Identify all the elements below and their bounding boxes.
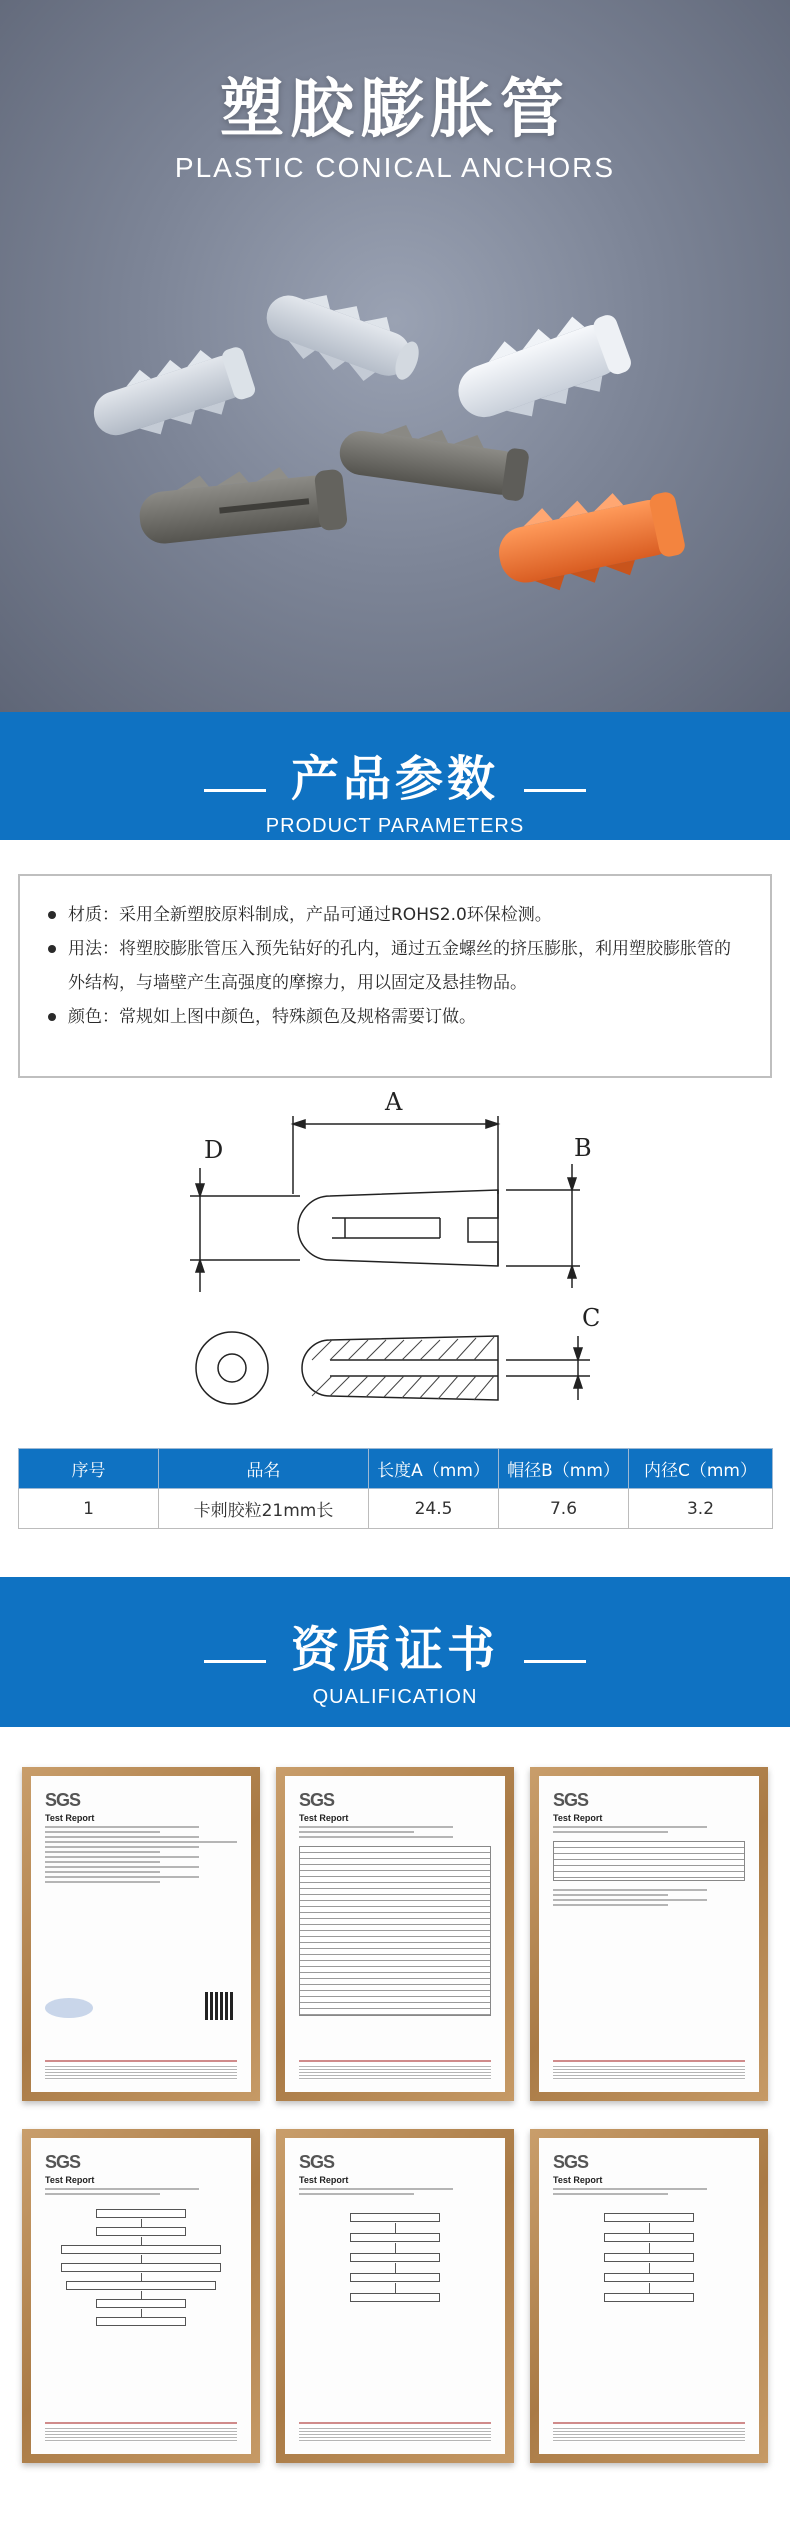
description-usage: 用法：将塑胶膨胀管压入预先钻好的孔内，通过五金螺丝的挤压膨胀，利用塑胶膨胀管的外结构，与墙壁产生高强度的摩擦力，用以固定及悬挂物品。 — [44, 932, 746, 1000]
col-header-index: 序号 — [19, 1449, 159, 1489]
hero-section — [0, 0, 790, 712]
certificate-page — [31, 1776, 251, 2092]
dimension-label-c: C — [582, 1304, 601, 1332]
spec-table — [18, 1448, 773, 1529]
sgs-logo: SGS — [45, 2152, 81, 2172]
report-title: Test Report — [553, 2175, 603, 2185]
anchor-translucent — [256, 278, 428, 396]
dimension-label-a: A — [385, 1088, 403, 1116]
product-parameters-banner — [0, 712, 790, 840]
description-color: 颜色：常规如上图中颜色，特殊颜色及规格需要订做。 — [44, 1000, 746, 1034]
cell-inner-diameter: 3.2 — [629, 1489, 773, 1529]
section-title: 资质证书 — [290, 1622, 499, 1678]
col-header-length: 长度A（mm） — [369, 1449, 499, 1489]
certificate-frame[interactable] — [276, 2129, 514, 2463]
anchor-white — [446, 303, 637, 438]
description-box — [18, 874, 772, 1078]
cell-index: 1 — [19, 1489, 159, 1529]
certificate-frame[interactable] — [530, 2129, 768, 2463]
stamp-icon — [45, 1998, 93, 2018]
qualification-banner — [0, 1577, 790, 1727]
certificate-page — [539, 2138, 759, 2454]
dimension-label-d: D — [204, 1136, 224, 1164]
certificates-section — [0, 1727, 790, 2486]
banner-left-rule — [204, 1660, 266, 1663]
col-header-inner-diameter: 内径C（mm） — [629, 1449, 773, 1489]
report-title: Test Report — [45, 2175, 95, 2185]
sgs-logo: SGS — [45, 1790, 81, 1810]
table-row — [19, 1489, 773, 1529]
certificate-frame[interactable] — [22, 2129, 260, 2463]
banner-right-rule — [524, 789, 586, 792]
col-header-cap-diameter: 帽径B（mm） — [499, 1449, 629, 1489]
cell-name: 卡刺胶粒21mm长 — [159, 1489, 369, 1529]
banner-right-rule — [524, 1660, 586, 1663]
certificate-page — [285, 2138, 505, 2454]
section-subtitle: PRODUCT PARAMETERS — [265, 815, 525, 837]
report-title: Test Report — [553, 1813, 603, 1823]
anchor-grey-left — [136, 461, 348, 550]
anchor-grey — [336, 416, 531, 502]
dimension-diagram — [0, 1078, 790, 1448]
hero-subtitle: PLASTIC CONICAL ANCHORS — [174, 152, 616, 183]
certificate-frame[interactable] — [276, 1767, 514, 2101]
anchor-translucent-left — [84, 338, 259, 453]
cell-cap-diameter: 7.6 — [499, 1489, 629, 1529]
spec-table-section — [0, 1448, 790, 1529]
col-header-name: 品名 — [159, 1449, 369, 1489]
description-material: 材质：采用全新塑胶原料制成，产品可通过ROHS2.0环保检测。 — [44, 898, 746, 932]
certificate-page — [285, 1776, 505, 2092]
certificate-frame[interactable] — [22, 1767, 260, 2101]
sgs-logo: SGS — [553, 1790, 589, 1810]
description-section — [0, 840, 790, 1078]
sgs-logo: SGS — [553, 2152, 589, 2172]
sgs-logo: SGS — [299, 2152, 335, 2172]
qr-code-icon — [205, 1992, 233, 2020]
report-title: Test Report — [299, 2175, 349, 2185]
table-header-row — [19, 1449, 773, 1489]
certificate-frame[interactable] — [530, 1767, 768, 2101]
certificate-page — [31, 2138, 251, 2454]
section-title: 产品参数 — [290, 751, 499, 807]
hero-title: 塑胶膨胀管 — [220, 73, 570, 147]
certificate-page — [539, 1776, 759, 2092]
anchor-drawing — [0, 1078, 790, 1448]
dimension-label-b: B — [574, 1134, 592, 1162]
banner-left-rule — [204, 789, 266, 792]
report-title: Test Report — [45, 1813, 95, 1823]
report-title: Test Report — [299, 1813, 349, 1823]
sgs-logo: SGS — [299, 1790, 335, 1810]
section-subtitle: QUALIFICATION — [312, 1686, 478, 1708]
cell-length: 24.5 — [369, 1489, 499, 1529]
